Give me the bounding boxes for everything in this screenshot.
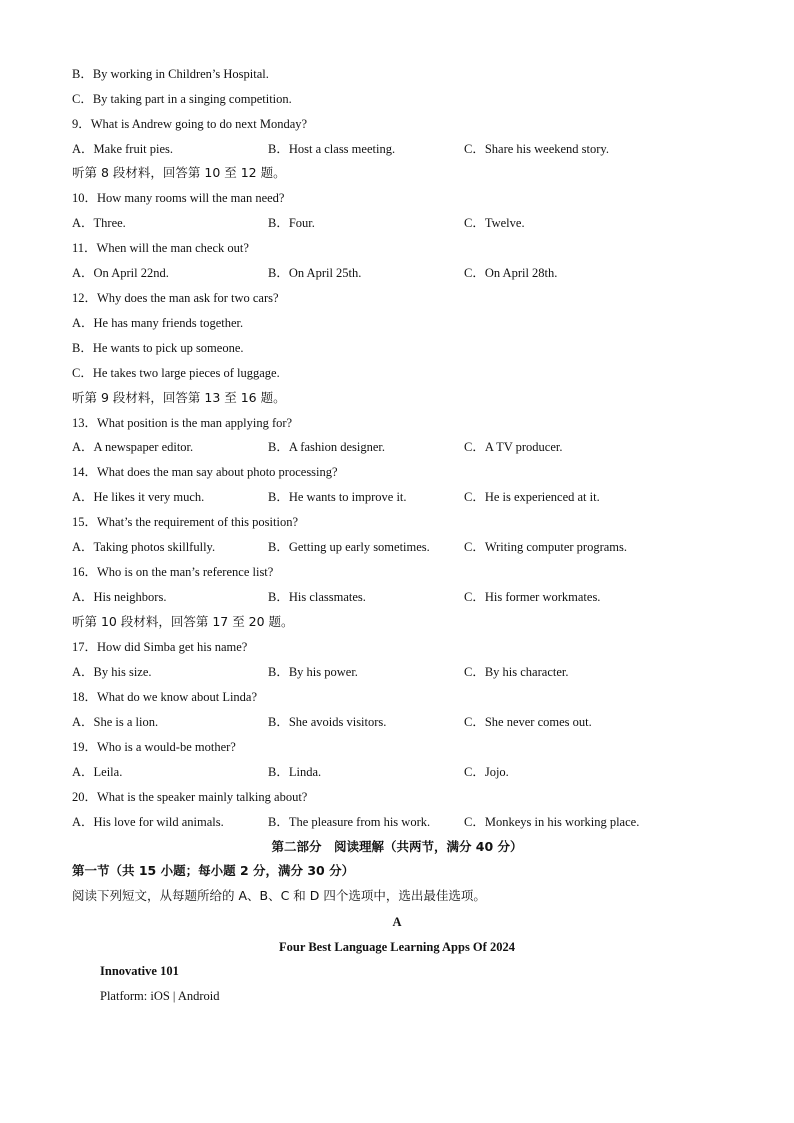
option-a: A．She is a lion. <box>72 715 159 729</box>
option-c: C．Share his weekend story. <box>464 142 609 156</box>
option-c: C．On April 28th. <box>464 266 558 280</box>
option-a: A．By his size. <box>72 665 152 679</box>
option-b: B．Linda. <box>268 765 322 779</box>
option-c: C．She never comes out. <box>464 715 592 729</box>
option-b: B．On April 25th. <box>268 266 362 280</box>
section-instruction: 听第 8 段材料，回答第 10 至 12 题。 <box>72 165 286 180</box>
option-b: B．She avoids visitors. <box>268 715 387 729</box>
option-b: B．He wants to improve it. <box>268 490 407 504</box>
option-c: C．He takes two large pieces of luggage. <box>72 366 280 380</box>
option-c: C．Writing computer programs. <box>464 540 628 554</box>
section-instruction: 听第 9 段材料，回答第 13 至 16 题。 <box>72 390 286 405</box>
section-heading: 第一节（共 15 小题；每小题 2 分，满分 30 分） <box>72 863 355 878</box>
passage-label: A <box>392 915 402 929</box>
option-c: C．Jojo. <box>464 765 509 779</box>
question-16: 16．Who is on the man’s reference list? <box>72 565 274 579</box>
option-c: C．A TV producer. <box>464 440 563 454</box>
reading-instruction: 阅读下列短文，从每题所给的 A、B、C 和 D 四个选项中，选出最佳选项。 <box>72 888 486 903</box>
option-b: B．The pleasure from his work. <box>268 815 431 829</box>
option-text: B．By working in Children’s Hospital. <box>72 67 269 81</box>
option-a: A．His love for wild animals. <box>72 815 224 829</box>
option-a: A．Taking photos skillfully. <box>72 540 216 554</box>
question-15: 15．What’s the requirement of this position? <box>72 515 298 529</box>
option-b: B．Getting up early sometimes. <box>268 540 430 554</box>
passage-title: Four Best Language Learning Apps Of 2024 <box>279 940 515 954</box>
option-b: B．By his power. <box>268 665 358 679</box>
section-instruction: 听第 10 段材料，回答第 17 至 20 题。 <box>72 614 294 629</box>
question-13: 13．What position is the man applying for? <box>72 416 293 430</box>
option-c: C．His former workmates. <box>464 590 601 604</box>
question-12: 12．Why does the man ask for two cars? <box>72 291 279 305</box>
app-name: Innovative 101 <box>100 964 179 978</box>
option-b: B．Host a class meeting. <box>268 142 396 156</box>
option-a: A．Three. <box>72 216 126 230</box>
question-20: 20．What is the speaker mainly talking about? <box>72 790 308 804</box>
option-c: C．He is experienced at it. <box>464 490 600 504</box>
part-heading: 第二部分 阅读理解（共两节，满分 40 分） <box>271 839 523 854</box>
option-b: B．A fashion designer. <box>268 440 386 454</box>
option-a: A．He likes it very much. <box>72 490 205 504</box>
option-a: A．On April 22nd. <box>72 266 169 280</box>
question-10: 10．How many rooms will the man need? <box>72 191 285 205</box>
option-a: A．His neighbors. <box>72 590 167 604</box>
option-a: A．A newspaper editor. <box>72 440 194 454</box>
question-9: 9．What is Andrew going to do next Monday? <box>72 117 308 131</box>
option-b: B．He wants to pick up someone. <box>72 341 244 355</box>
option-c: C．By his character. <box>464 665 569 679</box>
question-18: 18．What do we know about Linda? <box>72 690 258 704</box>
question-11: 11．When will the man check out? <box>72 241 249 255</box>
question-17: 17．How did Simba get his name? <box>72 640 248 654</box>
option-b: B．Four. <box>268 216 315 230</box>
app-platform: Platform: iOS | Android <box>100 989 220 1003</box>
option-text: C．By taking part in a singing competition. <box>72 92 292 106</box>
option-b: B．His classmates. <box>268 590 366 604</box>
question-14: 14．What does the man say about photo processing? <box>72 465 338 479</box>
question-19: 19．Who is a would-be mother? <box>72 740 236 754</box>
option-c: C．Twelve. <box>464 216 525 230</box>
option-c: C．Monkeys in his working place. <box>464 815 640 829</box>
option-a: A．He has many friends together. <box>72 316 244 330</box>
option-a: A．Make fruit pies. <box>72 142 174 156</box>
option-a: A．Leila. <box>72 765 123 779</box>
